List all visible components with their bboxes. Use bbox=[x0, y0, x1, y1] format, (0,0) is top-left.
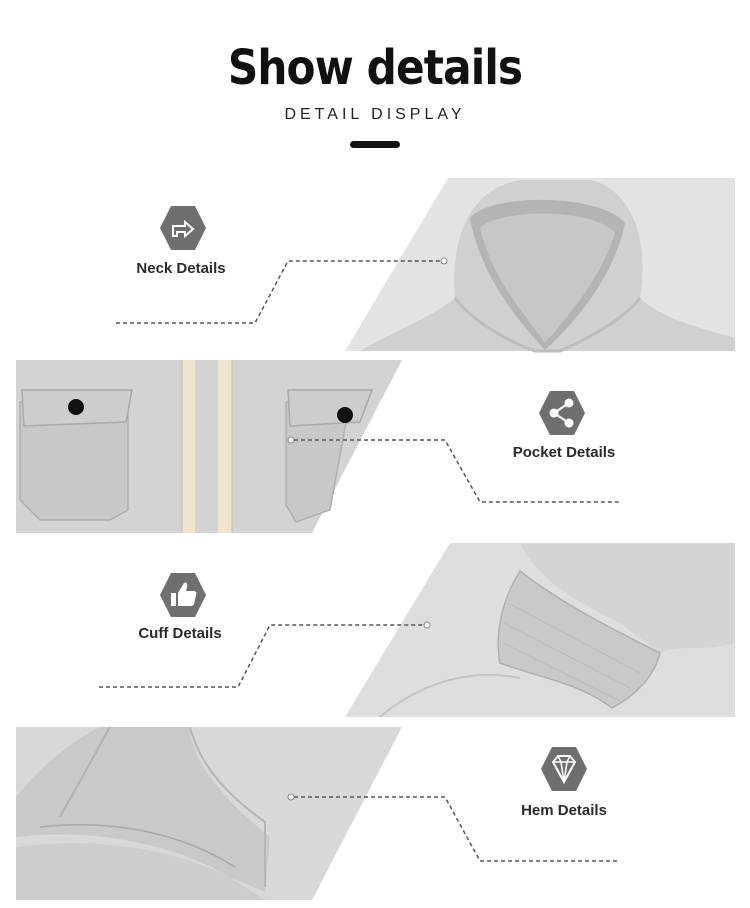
section-label-neck: Neck Details bbox=[136, 260, 226, 277]
hem-leader-line bbox=[0, 727, 750, 902]
cuff-details-section bbox=[0, 543, 750, 718]
pocket-leader-line bbox=[0, 360, 750, 535]
page-header bbox=[0, 0, 750, 170]
page-title: Show details bbox=[227, 40, 523, 96]
section-label-pocket: Pocket Details bbox=[512, 444, 616, 461]
page-subtitle: DETAIL DISPLAY bbox=[284, 106, 466, 123]
title-underline-bar bbox=[350, 141, 400, 148]
cuff-leader-line bbox=[0, 543, 750, 718]
neck-leader-line bbox=[0, 178, 750, 353]
section-label-hem: Hem Details bbox=[521, 802, 607, 819]
pocket-details-section bbox=[0, 360, 750, 535]
hem-details-section bbox=[0, 727, 750, 902]
neck-details-section bbox=[0, 178, 750, 353]
section-label-cuff: Cuff Details bbox=[138, 625, 222, 642]
